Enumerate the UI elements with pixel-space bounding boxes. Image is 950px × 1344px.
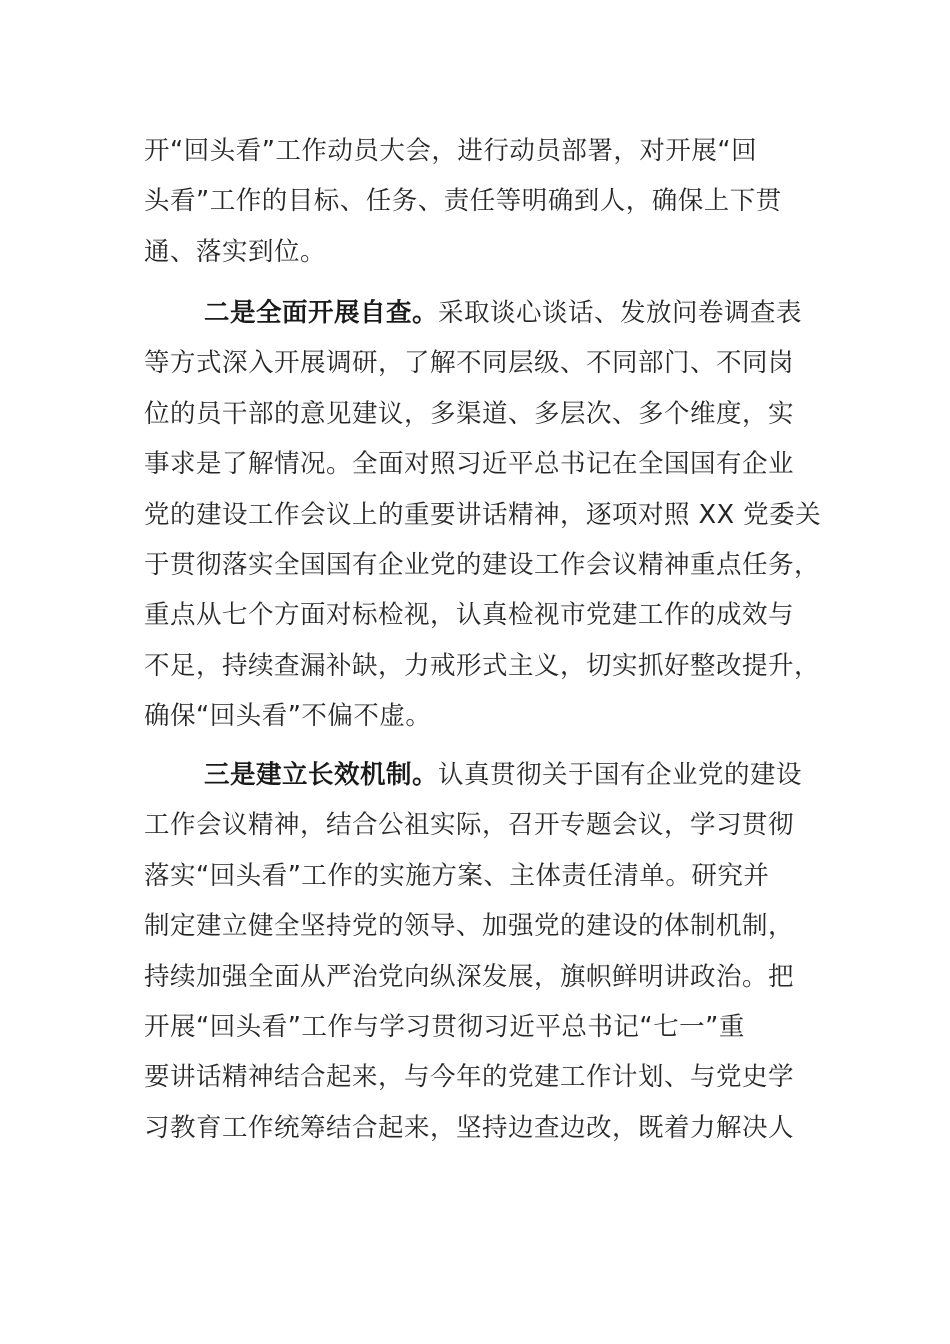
paragraph-line: 落实“回头看”工作的实施方案、主体责任清单。研究并 <box>144 860 770 891</box>
paragraph-first-line-text: 认真贯彻关于国有企业党的建设 <box>438 760 803 790</box>
paragraph-line: 习教育工作统筹结合起来，坚持边查边改，既着力解决人 <box>144 1112 795 1143</box>
paragraph-line: 党的建设工作会议上的重要讲话精神，逐项对照 XX 党委关 <box>144 499 822 530</box>
paragraph-line: 确保“回头看”不偏不虚。 <box>144 701 432 732</box>
paragraph-long-term-mechanism <box>144 750 809 1153</box>
paragraph-first-line-text: 采取谈心谈话、发放问卷调查表 <box>438 298 803 328</box>
paragraph-line: 事求是了解情况。全面对照习近平总书记在全国国有企业 <box>144 449 795 480</box>
paragraph-line: 制定建立健全坚持党的领导、加强党的建设的体制机制， <box>144 911 795 942</box>
paragraph-line: 头看”工作的目标、任务、责任等明确到人，确保上下贯 <box>144 186 782 217</box>
paragraph-line: 于贯彻落实全国国有企业党的建设工作会议精神重点任务， <box>144 549 821 580</box>
paragraph-self-inspection <box>144 288 822 742</box>
paragraph-first-line <box>144 288 809 338</box>
paragraph-line: 要讲话精神结合起来，与今年的党建工作计划、与党史学 <box>144 1062 795 1093</box>
paragraph-line: 持续加强全面从严治党向纵深发展，旗帜鲜明讲政治。把 <box>144 961 795 992</box>
paragraph-continuation <box>144 126 809 277</box>
paragraph-line: 通、落实到位。 <box>144 236 327 267</box>
paragraph-first-line <box>144 750 809 800</box>
paragraph-line: 等方式深入开展调研，了解不同层级、不同部门、不同岗 <box>144 348 795 379</box>
paragraph-line: 工作会议精神，结合公祖实际，召开专题会议，学习贯彻 <box>144 810 795 841</box>
paragraph-line: 开“回头看”工作动员大会，进行动员部署，对开展“回 <box>144 136 758 166</box>
paragraph-lead-heading: 三是建立长效机制。 <box>204 760 439 790</box>
paragraph-line: 位的员干部的意见建议，多渠道、多层次、多个维度，实 <box>144 398 795 429</box>
paragraph-line: 不足，持续查漏补缺，力戒形式主义，切实抓好整改提升， <box>144 650 821 681</box>
paragraph-line: 重点从七个方面对标检视，认真检视市党建工作的成效与 <box>144 600 795 631</box>
paragraph-lead-heading: 二是全面开展自查。 <box>204 298 439 328</box>
paragraph-line: 开展“回头看”工作与学习贯彻习近平总书记“七一”重 <box>144 1011 745 1042</box>
